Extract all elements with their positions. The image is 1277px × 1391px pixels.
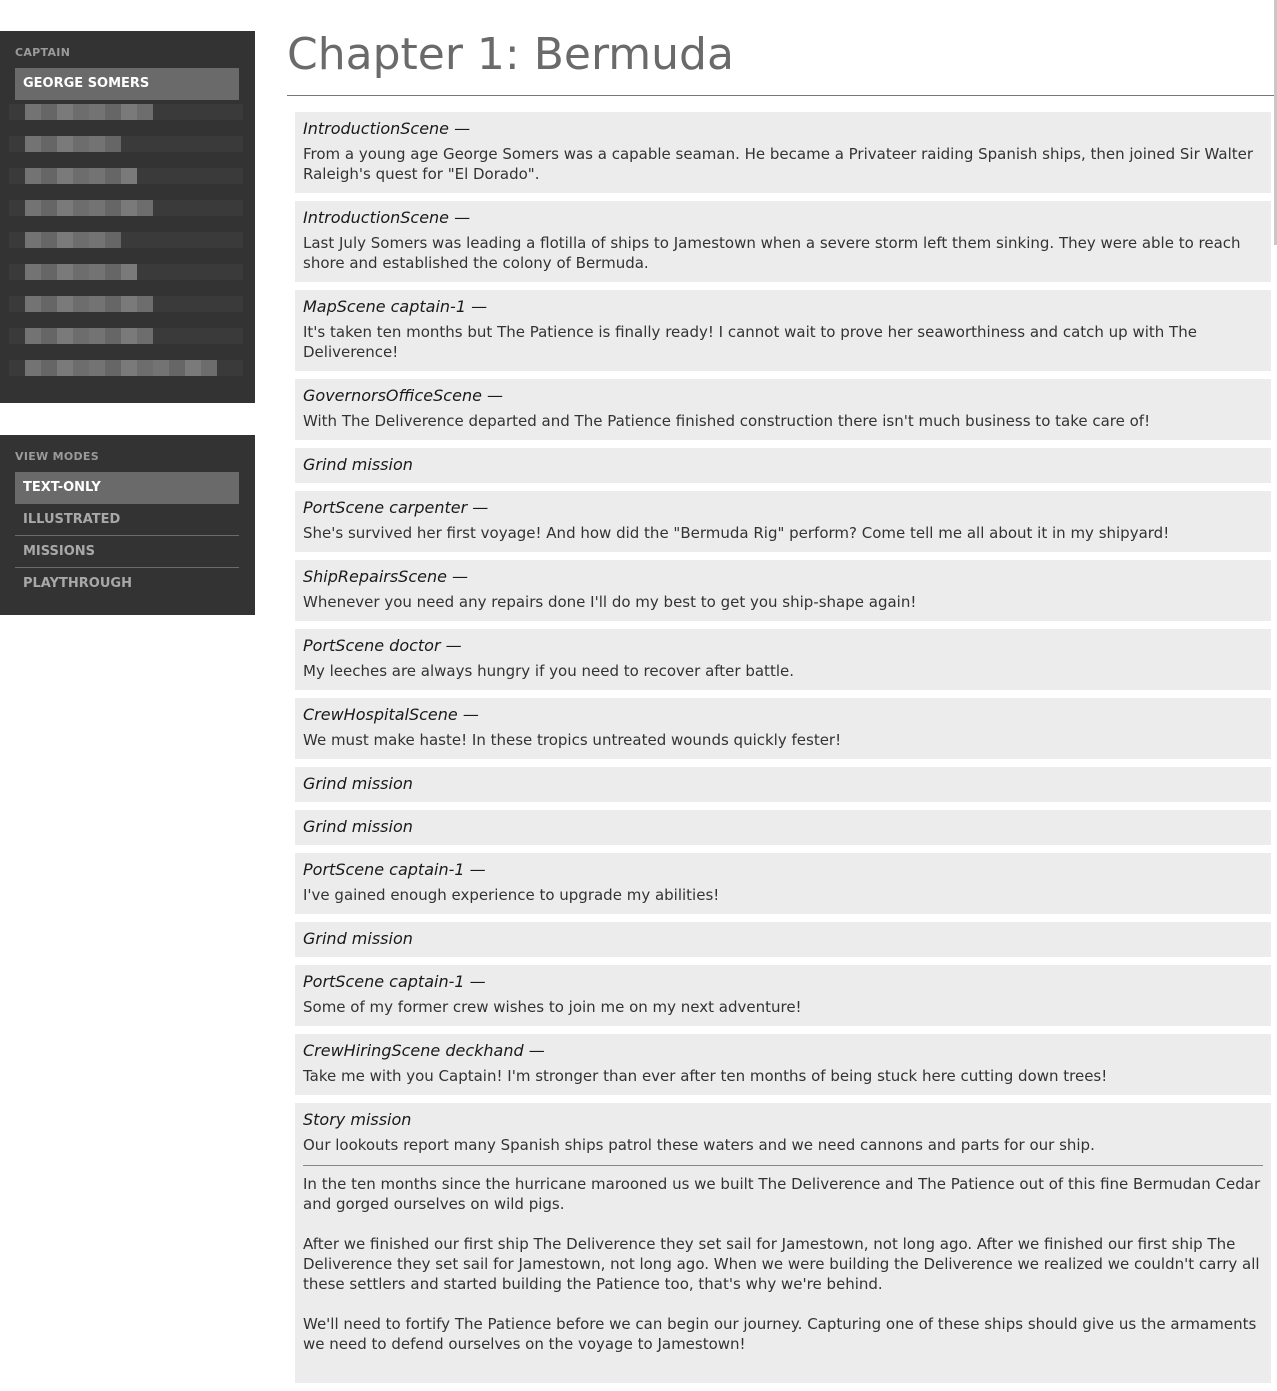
scene-title: GovernorsOfficeScene — [303, 386, 504, 405]
captain-panel [0, 31, 255, 403]
scene-title: IntroductionScene — [303, 119, 471, 138]
view-mode-missions[interactable]: MISSIONS [15, 535, 239, 567]
scene-card [295, 853, 1271, 914]
scene-card [295, 810, 1271, 845]
story-paragraph: After we finished our first ship The Deliverence they set sail for Jamestown, not long ago. After we finished our first ship The Deliverence they set sail for Jamestown, not long ago. When we were building the Deliverence we realized we couldn't carry all these settlers and started building the Patience too, that's why we're behind. [303, 1235, 1260, 1293]
redacted-name-bar [25, 360, 217, 376]
captain-item-redacted[interactable] [9, 360, 243, 376]
redacted-name-bar [25, 264, 137, 280]
scene-title: Story mission [303, 1110, 412, 1129]
view-modes-panel [0, 435, 255, 615]
scene-card [295, 290, 1271, 371]
captain-heading: CAPTAIN [15, 46, 71, 59]
scene-card [295, 491, 1271, 552]
scene-list [295, 112, 1271, 1391]
scene-title: CrewHiringScene deckhand — [303, 1041, 545, 1060]
captain-item-redacted[interactable] [9, 168, 243, 184]
view-mode-text-only[interactable]: TEXT-ONLY [15, 472, 239, 504]
redacted-name-bar [25, 232, 121, 248]
view-modes-heading: VIEW MODES [15, 450, 99, 463]
scene-title: CrewHospitalScene — [303, 705, 479, 724]
scene-text: I've gained enough experience to upgrade my abilities! [303, 886, 720, 904]
scene-text: It's taken ten months but The Patience is finally ready! I cannot wait to prove her seaworthiness and catch up with The Deliverence! [303, 323, 1197, 361]
scene-card [295, 629, 1271, 690]
captain-item-redacted[interactable] [9, 296, 243, 312]
scene-card [295, 112, 1271, 193]
scene-title: Grind mission [303, 455, 413, 474]
redacted-name-bar [25, 136, 121, 152]
redacted-name-bar [25, 168, 137, 184]
scene-title: ShipRepairsScene — [303, 567, 469, 586]
scene-title: PortScene carpenter — [303, 498, 489, 517]
story-paragraph: We'll need to fortify The Patience before we can begin our journey. Capturing one of these ships should give us the armaments we need to defend ourselves on the voyage to Jamestown! [303, 1315, 1257, 1353]
redacted-name-bar [25, 104, 153, 120]
scene-card [295, 767, 1271, 802]
redacted-name-bar [25, 200, 153, 216]
scene-card [295, 560, 1271, 621]
scene-text: With The Deliverence departed and The Patience finished construction there isn't much business to take care of! [303, 412, 1151, 430]
scene-text: Last July Somers was leading a flotilla of ships to Jamestown when a severe storm left them sinking. They were able to reach shore and established the colony of Bermuda. [303, 234, 1241, 272]
scene-text: From a young age George Somers was a capable seaman. He became a Privateer raiding Spanish ships, then joined Sir Walter Raleigh's quest for "El Dorado". [303, 145, 1254, 183]
scene-text: Whenever you need any repairs done I'll do my best to get you ship-shape again! [303, 593, 917, 611]
captain-item-redacted[interactable] [9, 200, 243, 216]
scene-card [295, 201, 1271, 282]
scene-card [295, 965, 1271, 1026]
scene-title: PortScene doctor — [303, 636, 462, 655]
scene-text: My leeches are always hungry if you need to recover after battle. [303, 662, 794, 680]
scene-card [295, 1034, 1271, 1095]
scene-title: IntroductionScene — [303, 208, 471, 227]
scene-text: We must make haste! In these tropics untreated wounds quickly fester! [303, 731, 842, 749]
scene-title: Grind mission [303, 774, 413, 793]
scene-text: She's survived her first voyage! And how did the "Bermuda Rig" perform? Come tell me all about it in my shipyard! [303, 524, 1170, 542]
scene-title: PortScene captain-1 — [303, 860, 486, 879]
story-divider [303, 1165, 1263, 1166]
scene-title: MapScene captain-1 — [303, 297, 488, 316]
scene-card [295, 698, 1271, 759]
captain-item-redacted[interactable] [9, 104, 243, 120]
scene-card [295, 379, 1271, 440]
scene-card [295, 448, 1271, 483]
scene-card [295, 922, 1271, 957]
redacted-name-bar [25, 296, 153, 312]
story-paragraph: In the ten months since the hurricane marooned us we built The Deliverence and The Patience out of this fine Bermudan Cedar and gorged ourselves on wild pigs. [303, 1175, 1261, 1213]
title-divider [287, 95, 1276, 96]
view-mode-illustrated[interactable]: ILLUSTRATED [23, 512, 121, 527]
scene-title: Grind mission [303, 817, 413, 836]
scene-text: Our lookouts report many Spanish ships patrol these waters and we need cannons and parts for our ship. [303, 1136, 1095, 1154]
redacted-name-bar [25, 328, 153, 344]
scene-title: Grind mission [303, 929, 413, 948]
view-mode-playthrough[interactable]: PLAYTHROUGH [15, 567, 239, 599]
captain-item-george-somers[interactable]: GEORGE SOMERS [15, 68, 239, 100]
captain-item-redacted[interactable] [9, 136, 243, 152]
scene-text: Take me with you Captain! I'm stronger than ever after ten months of being stuck here cutting down trees! [303, 1067, 1108, 1085]
scene-title: PortScene captain-1 — [303, 972, 486, 991]
scene-text: Some of my former crew wishes to join me on my next adventure! [303, 998, 802, 1016]
chapter-title: Chapter 1: Bermuda [287, 29, 734, 80]
captain-item-redacted[interactable] [9, 264, 243, 280]
captain-item-redacted[interactable] [9, 232, 243, 248]
captain-item-redacted[interactable] [9, 328, 243, 344]
scene-card [295, 1103, 1271, 1383]
